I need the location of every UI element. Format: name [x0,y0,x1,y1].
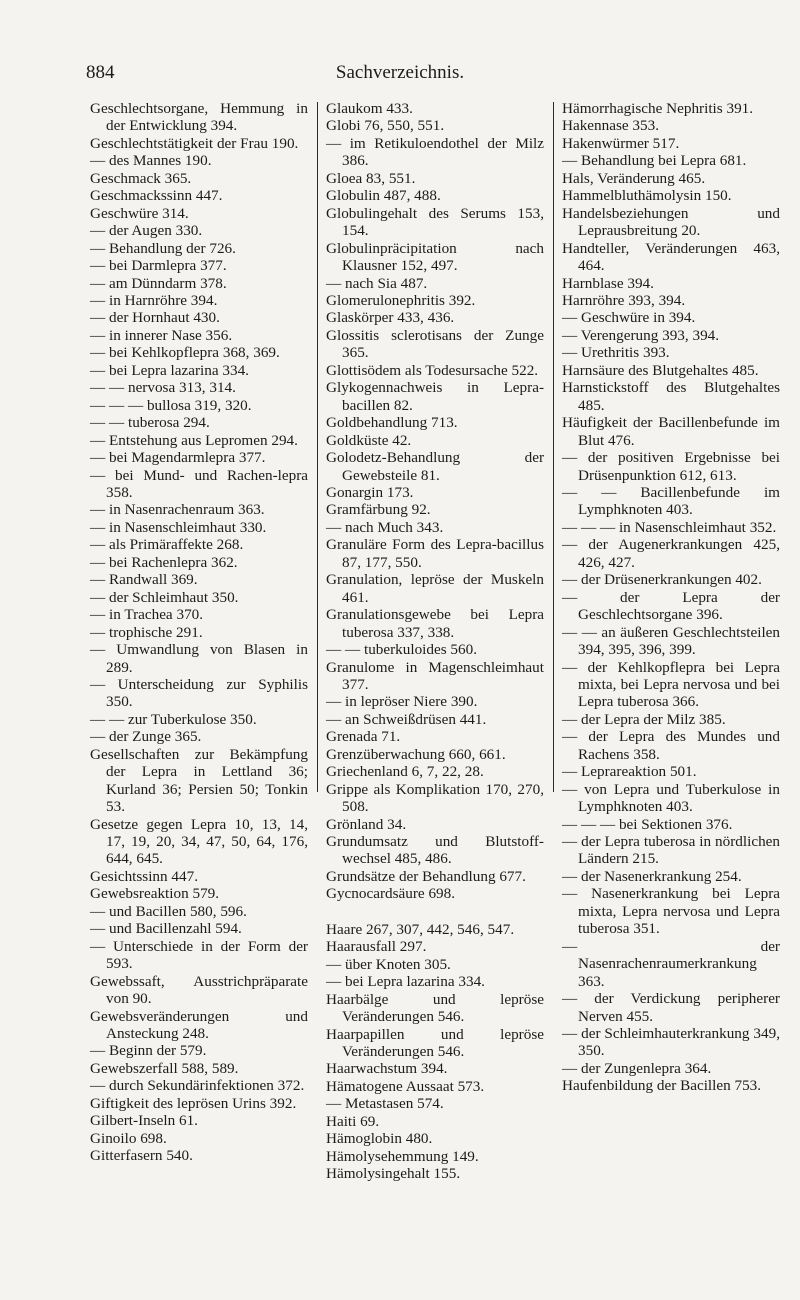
index-entry: Gewebsveränderungen und Ansteckung 248. [90,1007,308,1043]
index-entry: — der positiven Ergebnisse bei Drüsenpunktion 612, 613. [562,449,780,484]
index-columns [90,100,780,1183]
index-entry: Glaukom 433. [326,100,413,117]
index-entry: — der Lepra der Geschlechtsorgane 396. [562,588,780,624]
index-entry: — bei Magendarmlepra 377. [90,449,266,467]
index-entry: Gesellschaften zur Bekämpfung der Lepra in Lettland 36; Kurland 36; Persien 50; Tonkin 53. [90,745,308,816]
page-number: 884 [86,62,115,83]
index-entry: Gesichtssinn 447. [90,867,198,885]
index-entry: — an Schweißdrüsen 441. [326,710,487,728]
index-entry: — Beginn der 579. [90,1042,207,1060]
index-entry: Granulation, lepröse der Muskeln 461. [326,571,544,606]
index-entry: — in innerer Nase 356. [90,326,233,344]
index-entry: Golodetz-Behandlung der Gewebsteile 81. [326,449,544,484]
column-divider [317,102,318,792]
index-entry: Hakenwürmer 517. [562,134,680,152]
index-entry: Giftigkeit des leprösen Urins 392. [90,1094,297,1112]
index-entry: — — — bullosa 319, 320. [90,396,252,414]
index-entry: Geschlechtsorgane, Hemmung in der Entwicklung 394. [90,100,308,135]
index-entry: — in Trachea 370. [90,606,204,624]
index-entry: Handelsbeziehungen und Leprausbreitung 20. [562,204,780,240]
index-entry: Harnröhre 393, 394. [562,291,686,309]
index-entry: — bei Mund- und Rachen-lepra 358. [90,466,308,501]
index-entry: — der Zunge 365. [90,728,202,746]
column-divider [553,102,554,792]
index-entry: — Unterscheidung zur Syphilis 350. [90,675,308,711]
index-entry: Haare 267, 307, 442, 546, 547. [326,920,515,938]
index-entry: Gewebszerfall 588, 589. [90,1059,239,1077]
index-entry: — — — in Nasenschleimhaut 352. [562,518,777,536]
index-entry: Hämoglobin 480. [326,1130,433,1148]
index-entry: — durch Sekundärinfektionen 372. [90,1077,305,1095]
index-entry: Gilbert-Inseln 61. [90,1112,198,1130]
page-title: Sachverzeichnis. [335,62,465,83]
index-entry: Haarausfall 297. [326,938,427,956]
index-entry: Ginoilo 698. [90,1129,167,1147]
index-entry: Haufenbildung der Bacillen 753. [562,1077,762,1095]
index-entry: — Behandlung der 726. [90,239,236,257]
index-entry: Hals, Veränderung 465. [562,169,706,187]
index-entry: Harnsäure des Blutgehaltes 485. [562,361,759,379]
index-entry: — von Lepra und Tuberkulose in Lymphknoten 403. [562,780,780,816]
index-entry: — Leprareaktion 501. [562,763,697,781]
index-entry: Globulingehalt des Serums 153, 154. [326,204,544,240]
index-entry: — — tuberosa 294. [90,414,210,432]
index-column-1 [90,100,308,1183]
index-entry: Granuläre Form des Lepra-bacillus 87, 177, 550. [326,536,544,571]
index-column-2 [326,100,544,1183]
index-entry: Hämatogene Aussaat 573. [326,1077,485,1095]
index-entry: — der Lepra des Mundes und Rachens 358. [562,728,780,763]
index-entry: — der Schleimhauterkrankung 349, 350. [562,1025,780,1060]
index-entry: Goldbehandlung 713. [326,414,458,432]
index-entry: Globulin 487, 488. [326,187,441,205]
index-entry: — — Bacillenbefunde im Lymphknoten 403. [562,483,780,519]
index-entry: — Geschwüre in 394. [562,309,696,327]
index-entry: Haarbälge und lepröse Veränderungen 546. [326,990,544,1026]
index-column-3 [562,100,780,1183]
index-entry: Gewebsreaktion 579. [90,885,220,903]
index-entry: — der Schleimhaut 350. [90,588,239,606]
index-entry: Hämolysehemmung 149. [326,1147,479,1165]
index-entry: Haarwachstum 394. [326,1060,448,1078]
index-entry: — der Drüsenerkrankungen 402. [562,571,762,589]
index-entry: — der Verdickung peripherer Nerven 455. [562,990,780,1025]
index-entry: — in Nasenrachenraum 363. [90,501,265,519]
index-entry: Haarpapillen und lepröse Veränderungen 546. [326,1025,544,1061]
index-entry: — Unterschiede in der Form der 593. [90,937,308,973]
index-entry: Grundumsatz und Blutstoff-wechsel 485, 486. [326,833,544,868]
index-entry: — bei Lepra lazarina 334. [326,973,485,991]
index-entry: — Behandlung bei Lepra 681. [562,152,747,170]
index-entry: Geschwüre 314. [90,204,189,222]
index-entry: — Metastasen 574. [326,1095,444,1113]
index-entry: Hammelbluthämolysin 150. [562,187,732,205]
index-entry: — und Bacillen 580, 596. [90,902,247,920]
index-entry: — Entstehung aus Lepromen 294. [90,431,298,449]
index-entry: Harnblase 394. [562,274,654,292]
index-entry: Gitterfasern 540. [90,1147,193,1165]
index-entry: Griechenland 6, 7, 22, 28. [326,763,484,781]
index-entry: Gycnocardsäure 698. [326,885,456,903]
index-entry: — der Augen 330. [90,222,203,240]
index-entry: Hämolysingehalt 155. [326,1165,461,1183]
index-entry: Handteller, Veränderungen 463, 464. [562,239,780,275]
index-entry: — des Mannes 190. [90,152,212,170]
index-entry: — — — bei Sektionen 376. [562,815,733,833]
index-entry: Gesetze gegen Lepra 10, 13, 14, 17, 19, 20, 34, 47, 50, 64, 176, 644, 645. [90,815,308,868]
index-entry: Geschmackssinn 447. [90,187,223,205]
index-entry: Goldküste 42. [326,431,412,449]
index-entry: — bei Kehlkopflepra 368, 369. [90,344,280,362]
index-entry: Gloea 83, 551. [326,169,416,187]
index-entry: — der Nasenerkrankung 254. [562,867,742,885]
index-entry: — Nasenerkrankung bei Lepra mixta, Lepra nervosa und Lepra tuberosa 351. [562,885,780,938]
index-entry: — bei Lepra lazarina 334. [90,361,249,379]
index-entry: Glaskörper 433, 436. [326,309,455,327]
index-entry: — Urethritis 393. [562,344,670,362]
index-entry: — der Lepra der Milz 385. [562,710,726,728]
index-entry: Grippe als Komplikation 170, 270, 508. [326,780,544,816]
index-entry: — in Harnröhre 394. [90,291,218,309]
index-entry: — bei Rachenlepra 362. [90,553,238,571]
index-entry: Grenzüberwachung 660, 661. [326,745,506,763]
index-entry: Gramfärbung 92. [326,501,431,519]
index-entry: — der Kehlkopflepra bei Lepra mixta, bei Lepra nervosa und bei Lepra tuberosa 366. [562,658,780,711]
index-entry: — trophische 291. [90,623,203,641]
index-entry: — über Knoten 305. [326,955,451,973]
index-entry: — am Dünndarm 378. [90,274,227,292]
index-entry: — in lepröser Niere 390. [326,693,478,711]
index-entry: Gonargin 173. [326,483,414,501]
index-entry: — nach Sia 487. [326,274,428,292]
index-entry: Gewebssaft, Ausstrichpräparate von 90. [90,972,308,1008]
index-entry: — der Lepra tuberosa in nördlichen Ländern 215. [562,833,780,868]
index-entry: Glykogennachweis in Lepra-bacillen 82. [326,379,544,414]
index-entry: — — zur Tuberkulose 350. [90,710,257,728]
index-entry: Hakennase 353. [562,117,659,135]
index-entry: — Randwall 369. [90,571,198,589]
index-entry: Granulationsgewebe bei Lepra tuberosa 337, 338. [326,606,544,641]
index-entry: — Verengerung 393, 394. [562,326,720,344]
index-entry: — Umwandlung von Blasen in 289. [90,641,308,676]
index-entry: Glossitis sclerotisans der Zunge 365. [326,326,544,362]
index-entry: Grenada 71. [326,728,401,746]
index-entry: Harnstickstoff des Blutgehaltes 485. [562,379,780,414]
index-entry: Granulome in Magenschleimhaut 377. [326,658,544,693]
index-entry: Haiti 69. [326,1112,380,1130]
index-entry: Hämorrhagische Nephritis 391. [562,100,754,117]
index-entry: — — an äußeren Geschlechtsteilen 394, 395, 396, 399. [562,623,780,659]
index-entry: Häufigkeit der Bacillenbefunde im Blut 476. [562,414,780,449]
index-entry: Globulinpräcipitation nach Klausner 152, 497. [326,239,544,275]
index-entry: — der Augenerkrankungen 425, 426, 427. [562,536,780,571]
index-entry: — im Retikuloendothel der Milz 386. [326,134,544,170]
index-entry: — in Nasenschleimhaut 330. [90,518,267,536]
index-entry: Geschlechtstätigkeit der Frau 190. [90,134,299,152]
index-entry: Glottisödem als Todesursache 522. [326,361,539,379]
index-entry: Geschmack 365. [90,169,192,187]
index-entry: — der Hornhaut 430. [90,309,220,327]
index-entry: — als Primäraffekte 268. [90,536,244,554]
index-entry: Glomerulonephritis 392. [326,291,476,309]
index-entry: Grundsätze der Behandlung 677. [326,867,526,885]
index-entry: Grönland 34. [326,815,407,833]
index-entry: — — nervosa 313, 314. [90,379,236,397]
index-entry: — und Bacillenzahl 594. [90,920,242,938]
index-entry: — nach Much 343. [326,518,444,536]
index-entry: Globi 76, 550, 551. [326,117,445,135]
index-entry: — — tuberkuloides 560. [326,641,478,659]
index-entry: — der Nasenrachenraumerkrankung 363. [562,937,780,990]
index-entry: — bei Darmlepra 377. [90,257,227,275]
index-entry: — der Zungenlepra 364. [562,1059,712,1077]
